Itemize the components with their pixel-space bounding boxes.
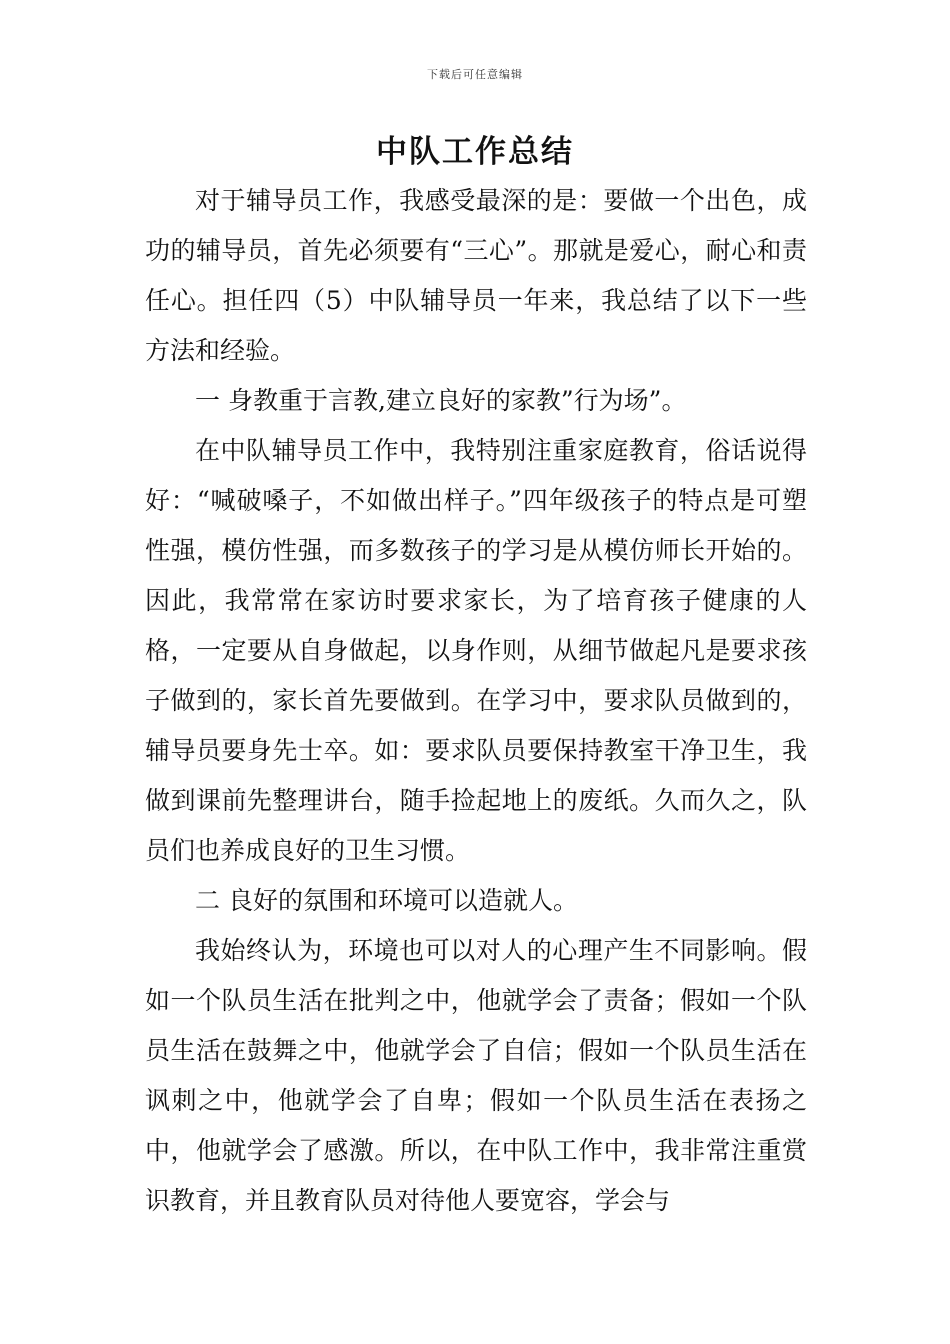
section-heading-1: 一 身教重于言教,建立良好的家教”行为场”。 [195, 386, 687, 415]
document-body [145, 176, 807, 1226]
section-heading-2: 二 良好的氛围和环境可以造就人。 [195, 886, 578, 915]
paragraph-intro: 对于辅导员工作，我感受最深的是：要做一个出色，成功的辅导员，首先必须要有“三心”。那就是爱心，耐心和责任心。担任四（5）中队辅导员一年来，我总结了以下一些方法和经验。 [145, 186, 807, 365]
header-note: 下载后可任意编辑 [427, 68, 523, 81]
paragraph-section-1: 在中队辅导员工作中，我特别注重家庭教育，俗话说得好：“喊破嗓子，不如做出样子。”四年级孩子的特点是可塑性强，模仿性强，而多数孩子的学习是从模仿师长开始的。因此，我常常在家访时要求家长，为了培育孩子健康的人格，一定要从自身做起，以身作则，从细节做起凡是要求孩子做到的，家长首先要做到。在学习中，要求队员做到的，辅导员要身先士卒。如：要求队员要保持教室干净卫生，我做到课前先整理讲台，随手捡起地上的废纸。久而久之，队员们也养成良好的卫生习惯。 [145, 436, 807, 865]
paragraph-section-2: 我始终认为，环境也可以对人的心理产生不同影响。假如一个队员生活在批判之中，他就学会了责备；假如一个队员生活在鼓舞之中，他就学会了自信；假如一个队员生活在讽刺之中，他就学会了自卑；假如一个队员生活在表扬之中，他就学会了感激。所以，在中队工作中，我非常注重赏识教育，并且教育队员对待他人要宽容，学会与 [145, 936, 807, 1215]
document-title: 中队工作总结 [376, 134, 574, 170]
